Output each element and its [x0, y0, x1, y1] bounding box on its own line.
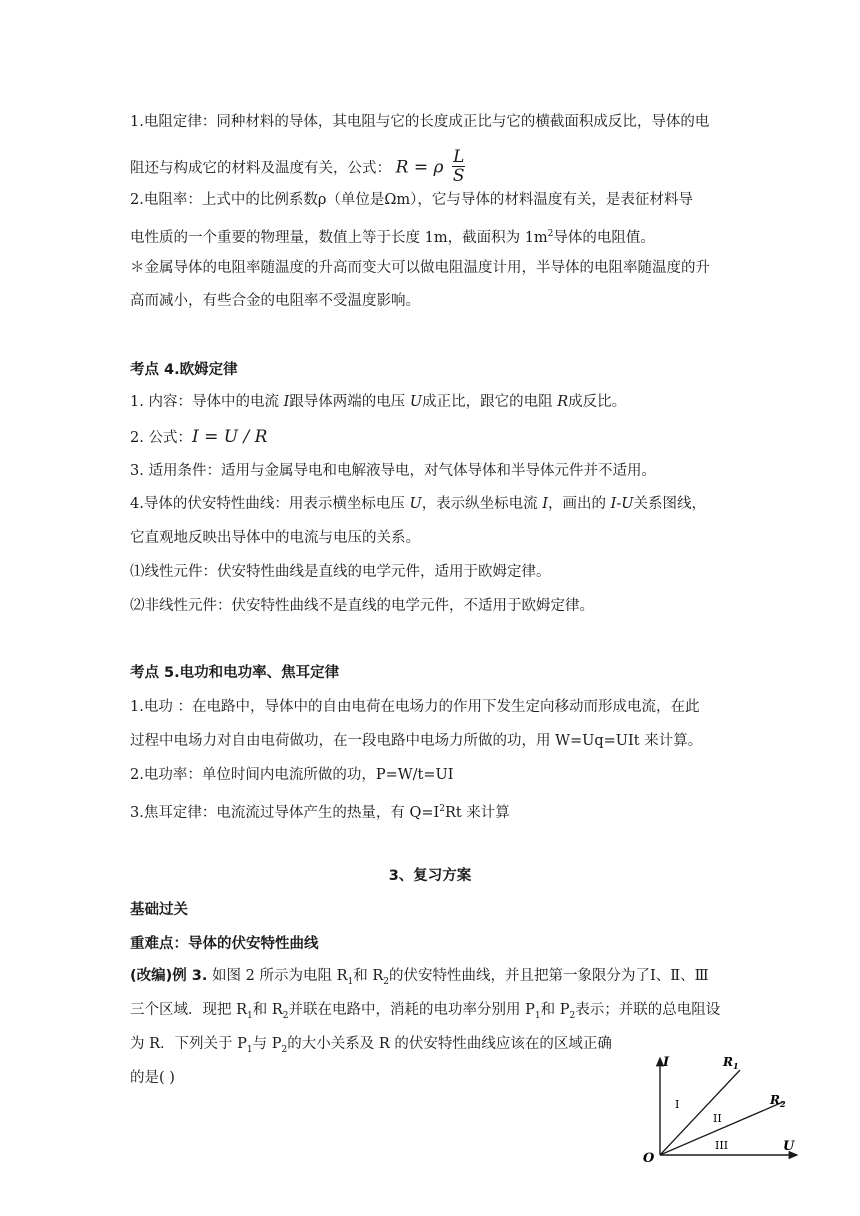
fraction-denominator: S — [452, 166, 465, 186]
r1-label: $R_1$ — [723, 1055, 739, 1071]
ohm-applicability: 3. 适用条件：适用与金属导电和电解液导电，对气体导体和半导体元件并不适用。 — [130, 463, 656, 479]
iv-characteristic-figure — [625, 1050, 805, 1169]
origin-label: O — [643, 1151, 655, 1165]
example-l3b: 与 P — [252, 1036, 282, 1052]
example-l1-sub1: 1 — [347, 976, 354, 987]
resistivity-line2 — [130, 224, 655, 248]
example-line3 — [130, 1034, 612, 1060]
electric-power: 2.电功率：单位时间内电流所做的功，P=W/t=UI — [130, 767, 454, 783]
iv-curve-d: 关系图线， — [633, 496, 706, 512]
resistance-law-line2 — [130, 147, 465, 187]
temperature-note-line2: 高而减小，有些合金的电阻率不受温度影响。 — [130, 293, 420, 309]
ohm-content — [130, 392, 626, 412]
iv-curve-a: 4.导体的伏安特性曲线：用表示横坐标电压 — [130, 496, 410, 512]
key-point-heading: 重难点：导体的伏安特性曲线 — [130, 936, 319, 952]
example-l3-sub1: 1 — [246, 1044, 253, 1055]
resistance-law-line1: 1.电阻定律：同种材料的导体，其电阻与它的长度成正比与它的横截面积成反比，导体的电 — [130, 114, 710, 130]
electric-work-line1: 1.电功 ：在电路中，导体中的自由电荷在电场力的作用下发生定向移动而形成电流，在此 — [130, 699, 700, 715]
resistance-formula-fraction — [452, 148, 465, 185]
iv-curve-line1 — [130, 494, 706, 514]
axis-label-i: I — [663, 1055, 670, 1070]
iv-figure-svg — [625, 1050, 805, 1165]
example-l3-sub2: 2 — [281, 1044, 288, 1055]
iv-curve-c: ，画出的 — [548, 496, 611, 512]
ohm-content-c: 成正比，跟它的电阻 — [422, 394, 558, 410]
example-l1-sub2: 2 — [383, 976, 389, 987]
electric-work-line2: 过程中电场力对自由电荷做功，在一段电路中电场力所做的功，用 W=Uq=UIt 来计算。 — [130, 733, 703, 749]
example-l1a: 如图 2 所示为电阻 R — [207, 968, 348, 984]
iv-curve-I: I — [542, 496, 549, 512]
ohm-formula-line — [130, 427, 267, 448]
resistivity-line2-sup: 2 — [547, 229, 554, 239]
ohm-formula-label: 2. 公式： — [130, 430, 192, 446]
ohm-content-b: 跟导体两端的电压 — [289, 394, 410, 410]
example-label: (改编)例 3. — [130, 968, 208, 984]
iv-curve-b: ，表示纵坐标电流 — [421, 496, 543, 512]
basic-heading: 基础过关 — [130, 902, 188, 918]
electric-work-heading: 考点 5.电功和电功率、焦耳定律 — [130, 665, 340, 681]
example-l2c: 并联在电路中，消耗的电功率分别用 P — [288, 1002, 535, 1018]
iv-curve-line2: 它直观地反映出导体中的电流与电压的关系。 — [130, 530, 420, 546]
example-line1 — [130, 966, 709, 992]
joule-law-a: 3.焦耳定律：电流流过导体产生的热量，有 Q=I — [130, 804, 440, 821]
ohm-content-I: I — [283, 394, 290, 410]
example-l1c: 的伏安特性曲线，并且把第一象限分为了Ⅰ、Ⅱ、Ⅲ — [389, 968, 709, 984]
axis-label-u: U — [783, 1139, 795, 1154]
region-3-label: III — [715, 1139, 729, 1152]
ohm-law-heading: 考点 4.欧姆定律 — [130, 362, 238, 378]
resistivity-line2-b: 导体的电阻值。 — [553, 229, 655, 246]
region-2-label: II — [713, 1112, 722, 1125]
example-line4: 的是( ) — [130, 1070, 175, 1086]
joule-law-sup: 2 — [439, 804, 445, 814]
iv-curve-IU: I-U — [610, 496, 634, 512]
joule-law — [130, 799, 510, 823]
region-1-label: I — [675, 1098, 680, 1111]
example-l1b: 和 R — [353, 968, 384, 984]
temperature-note-line1: ＊金属导体的电阻率随温度的升高而变大可以做电阻温度计用，半导体的电阻率随温度的升 — [130, 260, 710, 276]
ohm-content-U: U — [409, 394, 423, 410]
iv-curve-U: U — [409, 496, 422, 512]
example-l2d: 和 P — [540, 1002, 570, 1018]
example-l2-sub2: 2 — [282, 1010, 289, 1021]
linear-element: ⑴线性元件：伏安特性曲线是直线的电学元件，适用于欧姆定律。 — [130, 564, 551, 580]
ohm-content-R: R — [557, 394, 569, 410]
example-l2-sub4: 2 — [569, 1010, 576, 1021]
resistance-law-line2-text: 阻还与构成它的材料及温度有关，公式： — [130, 160, 391, 177]
joule-law-b: Rt 来计算 — [444, 804, 510, 821]
example-l2-sub1: 1 — [247, 1010, 253, 1021]
example-l2b: 和 R — [252, 1002, 283, 1018]
example-l3a: 为 R．下列关于 P — [130, 1036, 247, 1052]
example-l2e: 表示；并联的总电阻设 — [575, 1002, 721, 1018]
ohm-content-a: 1. 内容：导体中的电流 — [130, 394, 284, 410]
r2-label: $R_2$ — [770, 1093, 786, 1109]
example-l2-sub3: 1 — [534, 1010, 541, 1021]
nonlinear-element: ⑵非线性元件：伏安特性曲线不是直线的电学元件，不适用于欧姆定律。 — [130, 598, 594, 614]
ohm-content-d: 成反比。 — [568, 394, 627, 410]
example-l3c: 的大小关系及 R 的伏安特性曲线应该在的区域正确 — [287, 1036, 612, 1052]
resistivity-line1: 2.电阻率：上式中的比例系数ρ（单位是Ωm），它与导体的材料温度有关，是表征材料导 — [130, 192, 693, 208]
fraction-numerator: L — [453, 147, 465, 167]
review-plan-title: 3、复习方案 — [388, 868, 472, 884]
ohm-formula: I = U / R — [191, 427, 268, 447]
example-line2 — [130, 1000, 720, 1026]
resistivity-line2-a: 电性质的一个重要的物理量，数值上等于长度 1m，截面积为 1m — [130, 229, 548, 246]
example-l2a: 三个区域．现把 R — [130, 1002, 248, 1018]
resistance-formula-lhs: R = ρ — [395, 157, 444, 178]
